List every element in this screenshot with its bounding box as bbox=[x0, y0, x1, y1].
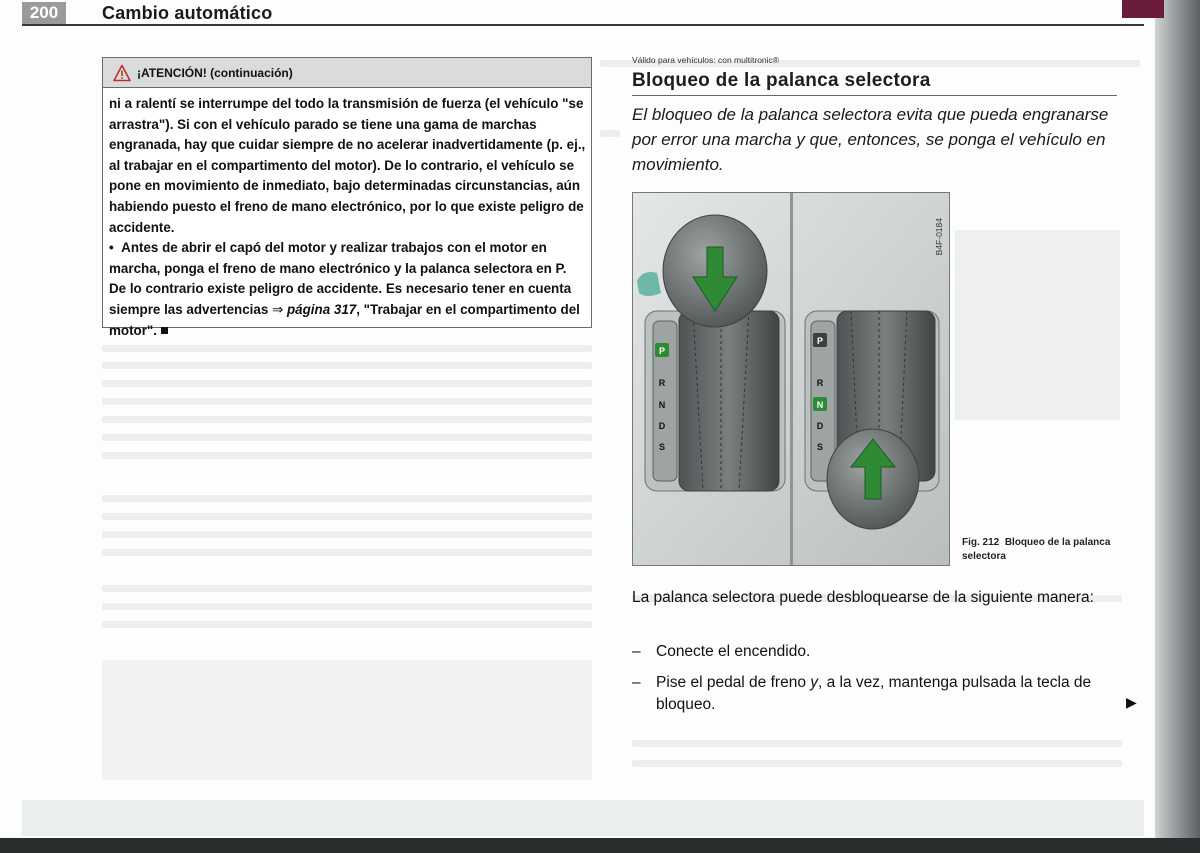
gear-label-d: D bbox=[816, 421, 824, 431]
header-rule bbox=[22, 24, 1144, 26]
list-item bbox=[632, 672, 1122, 718]
ghost-box bbox=[955, 230, 1120, 420]
ghost-line bbox=[102, 495, 592, 502]
bullet: • bbox=[109, 240, 114, 256]
figure-selector-lever bbox=[632, 192, 950, 566]
page-number: 200 bbox=[22, 2, 66, 24]
ghost-line bbox=[102, 549, 592, 556]
figure-divider bbox=[790, 193, 793, 566]
ghost-line bbox=[632, 760, 1122, 767]
warning-paragraph-2: Antes de abrir el capó del motor y realizar trabajos con el motor en marcha, ponga el freno de mano electrónico y la palanca selectora en P. De lo contrario existe peligro de accidente. Es necesario tener en cuenta siempre las advertencias bbox=[109, 240, 572, 317]
gear-label-s: S bbox=[658, 442, 666, 452]
ghost-line bbox=[102, 416, 592, 423]
section-intro: El bloqueo de la palanca selectora evita que pueda engranarse por error una marcha y que, entonces, se ponga el vehículo en movimiento. bbox=[632, 105, 1109, 174]
list-item-text bbox=[656, 672, 1126, 715]
ghost-line bbox=[102, 434, 592, 441]
footer-strip bbox=[22, 800, 1144, 836]
figure-caption-text: Bloqueo de la palanca selectora bbox=[962, 537, 1111, 562]
ghost-line bbox=[102, 531, 592, 538]
ghost-line bbox=[102, 603, 592, 610]
gear-label-r: R bbox=[816, 378, 824, 388]
list-item-text-part: , a la vez, mantenga pulsada la tecla de bloqueo. bbox=[656, 674, 1092, 713]
list-item-text-part: Pise el pedal de freno bbox=[656, 674, 811, 691]
warning-triangle-icon bbox=[113, 64, 131, 82]
end-marker bbox=[161, 327, 168, 334]
list-dash: – bbox=[632, 674, 641, 691]
ghost-line bbox=[102, 452, 592, 459]
ghost-line bbox=[102, 380, 592, 387]
ghost-line bbox=[632, 740, 1122, 747]
continue-arrow-icon: ▶ bbox=[1126, 694, 1137, 710]
ghost-line bbox=[102, 362, 592, 369]
warning-title: ¡ATENCIÓN! (continuación) bbox=[137, 66, 293, 80]
gear-label-s: S bbox=[816, 442, 824, 452]
ghost-line bbox=[102, 585, 592, 592]
page-edge-right bbox=[1155, 0, 1200, 853]
warning-header bbox=[103, 58, 591, 88]
gear-label-d: D bbox=[658, 421, 666, 431]
figure-caption-label: Fig. 212 bbox=[962, 537, 1000, 548]
gear-label-n: N bbox=[816, 400, 824, 410]
list-dash: – bbox=[632, 643, 641, 660]
figure-caption bbox=[962, 536, 1122, 564]
section-rule bbox=[632, 95, 1117, 96]
ghost-box bbox=[102, 660, 592, 780]
list-item-text-emphasis: y bbox=[810, 674, 818, 691]
gear-label-p: P bbox=[816, 336, 824, 346]
gear-label-n: N bbox=[658, 400, 666, 410]
page-reference-link[interactable]: página 317 bbox=[287, 301, 357, 317]
ghost-line bbox=[102, 398, 592, 405]
warning-box bbox=[102, 57, 592, 338]
figure-code: B4F-0184 bbox=[934, 218, 944, 256]
figure-illustration bbox=[633, 193, 950, 566]
gear-label-r: R bbox=[658, 378, 666, 388]
ghost-line bbox=[102, 621, 592, 628]
reference-title: , "Trabajar en el compartimento del motor". bbox=[109, 301, 580, 338]
ghost-line bbox=[600, 130, 620, 137]
warning-paragraph: ni a ralentí se interrumpe del todo la transmisión de fuerza (el vehículo "se arrastra"). Si con el vehículo parado se tiene una gama de marchas engranada, hay que cuidar siempre de no acelerar inadvertidamente (p. ej., al trabajar en el compartimento del motor). De lo contrario, el vehículo se pone en movimiento de inmediato, bajo determinadas circunstancias, aún habiendo puesto el freno de mano electrónico, por lo que existe peligro de accidente. bbox=[109, 96, 586, 235]
ghost-line bbox=[102, 513, 592, 520]
page-edge-bottom bbox=[0, 838, 1200, 853]
unlock-paragraph: La palanca selectora puede desbloquearse de la siguiente manera: bbox=[632, 589, 1094, 606]
warning-bullet-paragraph bbox=[109, 238, 587, 341]
running-title: Cambio automático bbox=[102, 3, 273, 23]
page-corner bbox=[1122, 0, 1164, 18]
list-item-text: Conecte el encendido. bbox=[656, 643, 811, 660]
gear-label-p: P bbox=[658, 346, 666, 356]
warning-body bbox=[109, 94, 587, 341]
validity-note: Válido para vehículos: con multitronic® bbox=[632, 55, 780, 65]
section-heading: Bloqueo de la palanca selectora bbox=[632, 70, 931, 91]
reference-arrow: ⇒ bbox=[272, 301, 284, 317]
ghost-line bbox=[102, 345, 592, 352]
list-item bbox=[632, 641, 1122, 665]
